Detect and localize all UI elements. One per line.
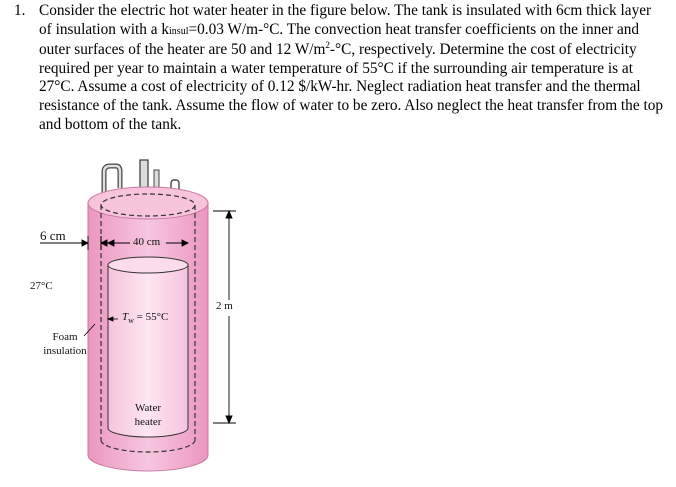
problem-text-part-1: Consider the electric hot water heater in the figure below. The tank is insulated with 6cm thick layer of insulation with a [39,2,652,38]
foam-insulation-label [41,330,89,358]
problem-statement [14,2,664,134]
problem-text [39,2,664,134]
ambient-temp-label: 27°C [30,280,53,292]
k-symbol: k [161,20,170,38]
height-dimension [213,211,236,423]
k-subscript: insul [169,25,189,37]
insulation-thickness-label: 6 cm [40,228,66,243]
height-label: 2 m [216,300,233,312]
water-heater-label [128,401,168,429]
superscript-2: 2 [325,40,330,51]
heater-line-2: heater [134,416,162,428]
heater-line-1: Water [135,402,161,414]
water-temp-label [122,311,168,325]
water-temp-value: = 55°C [133,311,169,323]
problem-text-part-3: -°C, respectively. Determine the cost of electricity required per year to maintain a water temperature of 55°C if the surrounding air temperature is at 27°C. Assume a cost of electricity of 0.12 $/kW-hr. Neglect radiation heat transfer and the thermal resistance of the tank. Assume the flow of water to be zero. Also neglect the heat transfer from the top and bottom of the tank. [39,41,663,133]
water-temp-symbol: T [122,311,129,323]
water-heater-drawing [0,150,676,482]
problem-text-part-2: =0.03 W/m-°C. The convection heat transfer coefficients on the inner and outer surfaces of the heater are 50 and 12 W/m [39,20,640,59]
water-temp-subscript: w [128,316,134,326]
foam-line-2: insulation [43,345,87,357]
foam-line-1: Foam [52,331,78,343]
inner-diameter-label: 40 cm [133,236,161,248]
water-heater-figure [0,150,676,482]
problem-number: 1. [14,2,26,19]
